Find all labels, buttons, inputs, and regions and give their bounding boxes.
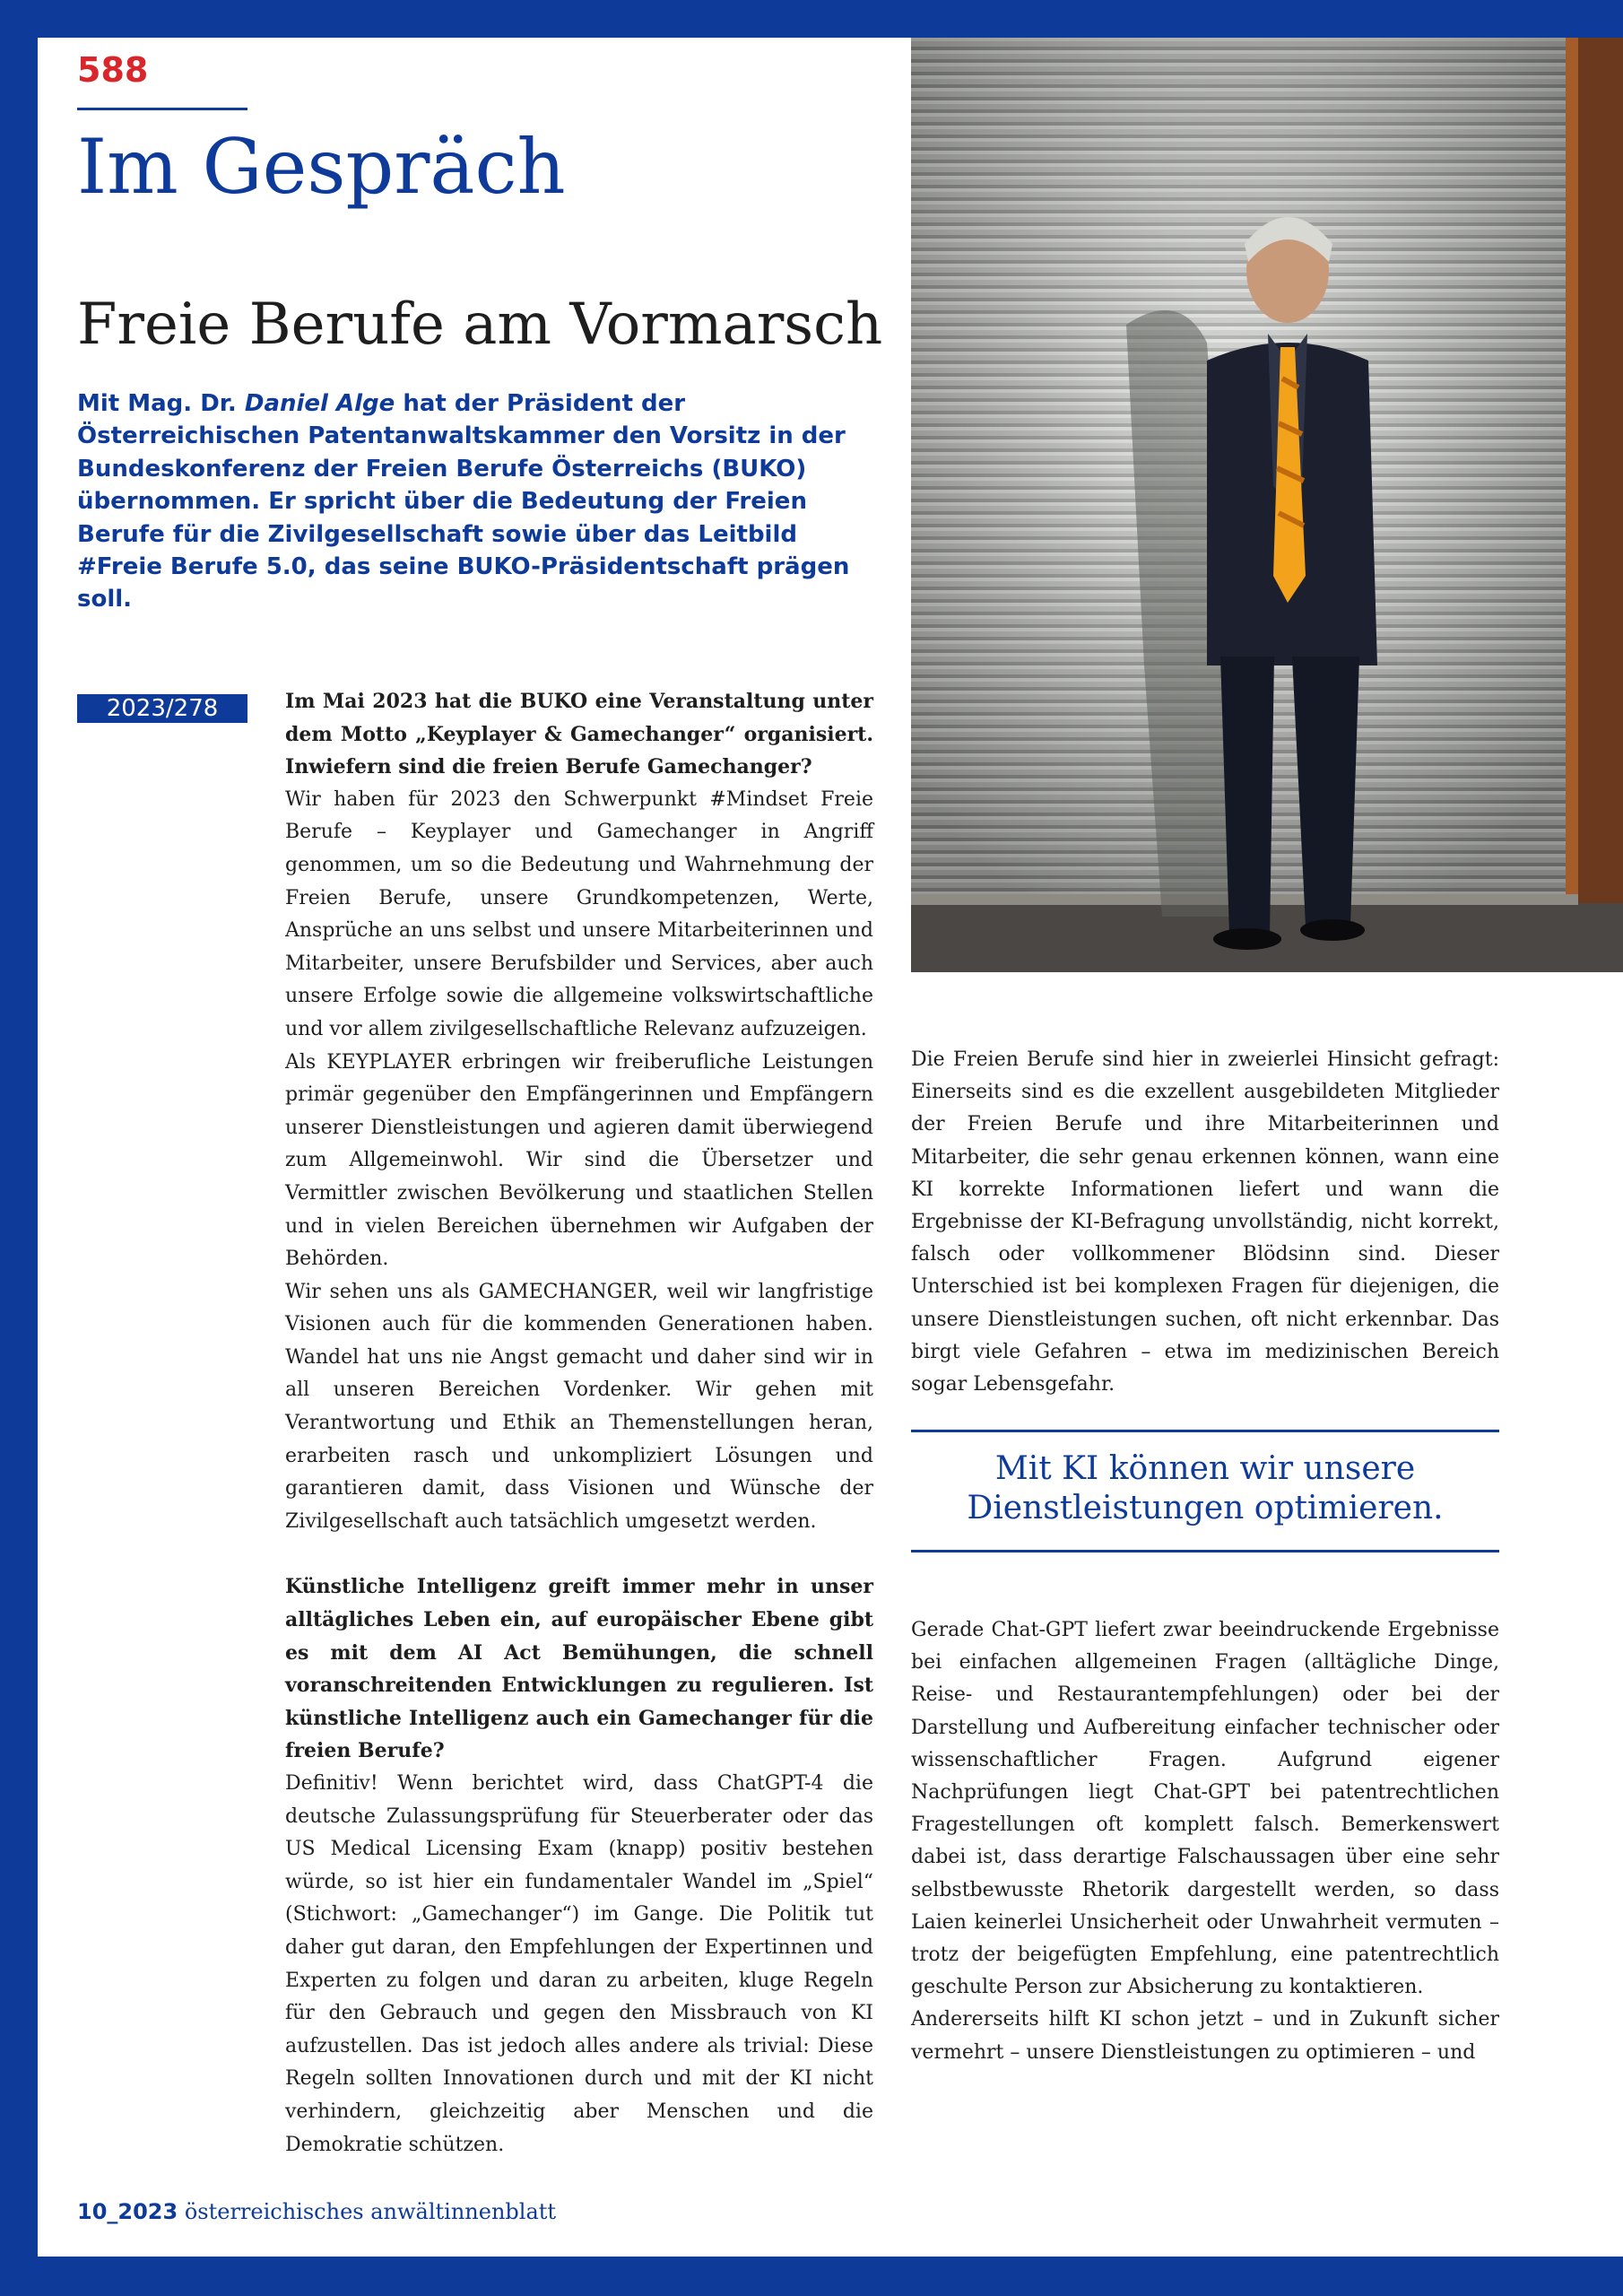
question-spacer bbox=[285, 1538, 873, 1570]
pullquote: Mit KI können wir unsere Dienstleistungen optimieren. bbox=[967, 1450, 1444, 1526]
page-number: 588 bbox=[77, 50, 149, 90]
question-2: Künstliche Intelligenz greift immer mehr in unser alltägliches Leben ein, auf europäischer Ebene gibt es mit dem AI Act Bemühungen, die schnell voranschreitenden Entwicklungen zu regulieren. Ist künstliche Intelligenz auch ein Gamechanger für die freien Berufe? bbox=[285, 1575, 873, 1763]
article-lead bbox=[77, 387, 884, 616]
footer bbox=[77, 2199, 556, 2224]
right-text-column-top bbox=[911, 1044, 1499, 1401]
bottom-frame-bar bbox=[0, 2257, 1623, 2296]
lead-suffix: hat der Präsident der Österreichischen Patentanwaltskammer den Vorsitz in der Bundeskonferenz der Freien Berufe Österreichs (BUKO) übernommen. Er spricht über die Bedeutung der Freien Berufe für die Zivilgesellschaft sowie über das Leitbild #Freie Berufe 5.0, das seine BUKO-Präsidentschaft prägen soll. bbox=[77, 390, 850, 613]
pullquote-rule-bottom bbox=[911, 1550, 1499, 1552]
question-1: Im Mai 2023 hat die BUKO eine Veranstaltung unter dem Motto „Keyplayer & Gamechanger“ organisiert. Inwiefern sind die freien Berufe Gamechanger? bbox=[285, 690, 873, 779]
article-number-tag: 2023/278 bbox=[77, 694, 247, 723]
right-paragraph-2: Gerade Chat-GPT liefert zwar beeindruckende Ergebnisse bei einfachen allgemeinen Fragen (alltägliche Dinge, Reise- und Restaurantempfehlungen) oder bei der Darstellung und Aufbereitung einfacher technischer oder wissenschaftlicher Fragen. Aufgrund eigener Nachprüfungen liegt Chat-GPT bei patentrechtlichen Fragestellungen oft komplett falsch. Bemerkenswert dabei ist, dass derartige Falschaussagen über eine sehr selbstbewusste Rhetorik dargestellt werden, so dass Laien keinerlei Unsicherheit oder Unwahrheit vermuten – trotz der beigefügten Empfehlung, eine patentrechtlich geschulte Person zur Absicherung zu kontaktieren. bbox=[911, 1619, 1499, 1999]
left-text-column bbox=[285, 685, 873, 2161]
lead-name: Daniel Alge bbox=[244, 390, 395, 417]
section-title: Im Gespräch bbox=[77, 123, 566, 211]
left-frame-bar bbox=[0, 0, 38, 2296]
pullquote-rule-top bbox=[911, 1430, 1499, 1432]
page-number-rule bbox=[77, 108, 247, 110]
article-headline: Freie Berufe am Vormarsch bbox=[77, 291, 883, 358]
footer-issue: 10_2023 bbox=[77, 2199, 178, 2224]
lead-prefix: Mit Mag. Dr. bbox=[77, 390, 245, 417]
right-paragraph-3: Andererseits hilft KI schon jetzt – und in Zukunft sicher vermehrt – unsere Dienstleistungen zu optimieren – und bbox=[911, 2008, 1499, 2064]
portrait-photo bbox=[911, 38, 1623, 972]
right-text-column-bottom bbox=[911, 1614, 1499, 2069]
answer-1-paragraph-3: Wir sehen uns als GAMECHANGER, weil wir langfristige Visionen auch für die kommenden Generationen haben. Wandel hat uns nie Angst gemacht und daher sind wir in all unseren Bereichen Vordenker. Wir gehen mit Verantwortung und Ethik an Themenstellungen heran, erarbeiten rasch und unkompliziert Lösungen und garantieren damit, dass Visionen und Wünsche der Zivilgesellschaft auch tatsächlich umgesetzt werden. bbox=[285, 1280, 873, 1533]
footer-publication: österreichisches anwältinnenblatt bbox=[184, 2199, 557, 2224]
right-paragraph-1: Die Freien Berufe sind hier in zweierlei Hinsicht gefragt: Einerseits sind es die exzellent ausgebildeten Mitglieder der Freien Berufe und ihre Mitarbeiterinnen und Mitarbeiter, die sehr genau erkennen können, wann eine KI korrekte Informationen liefert und wann die Ergebnisse der KI-Befragung unvollständig, nicht korrekt, falsch oder vollkommener Blödsinn sind. Dieser Unterschied ist bei komplexen Fragen für diejenigen, die unsere Dienstleistungen suchen, oft nicht erkennbar. Das birgt viele Gefahren – etwa im medizinischen Bereich sogar Lebensgefahr. bbox=[911, 1048, 1499, 1396]
answer-2-paragraph-1: Definitiv! Wenn berichtet wird, dass ChatGPT-4 die deutsche Zulassungsprüfung für Steuerberater oder das US Medical Licensing Exam (knapp) positiv bestehen würde, so ist hier ein fundamentaler Wandel im „Spiel“ (Stichwort: „Gamechanger“) im Gange. Die Politik tut daher gut daran, den Empfehlungen der Expertinnen und Experten zu folgen und daran zu arbeiten, kluge Regeln für den Gebrauch und gegen den Missbrauch von KI aufzustellen. Das ist jedoch alles andere als trivial: Diese Regeln sollten Innovationen durch und mit der KI nicht verhindern, gleichzeitig aber Menschen und die Demokratie schützen. bbox=[285, 1772, 873, 2156]
answer-1-paragraph-2: Als KEYPLAYER erbringen wir freiberufliche Leistungen primär gegenüber den Empfängerinnen und Empfängern unserer Dienstleistungen und agieren damit überwiegend zum Allgemeinwohl. Wir sind die Übersetzer und Vermittler zwischen Bevölkerung und staatlichen Stellen und in vielen Bereichen übernehmen wir Aufgaben der Behörden. bbox=[285, 1050, 873, 1271]
answer-1-paragraph-1: Wir haben für 2023 den Schwerpunkt #Mindset Freie Berufe – Keyplayer und Gamechanger in Angriff genommen, um so die Bedeutung und Wahrnehmung der Freien Berufe, unsere Grundkompetenzen, Werte, Ansprüche an uns selbst und unsere Mitarbeiterinnen und Mitarbeiter, unsere Berufsbilder und Services, aber auch unsere Erfolge sowie die allgemeine volkswirtschaftliche und vor allem zivilgesellschaftliche Relevanz aufzuzeigen. bbox=[285, 787, 873, 1040]
top-frame-bar bbox=[0, 0, 1623, 38]
